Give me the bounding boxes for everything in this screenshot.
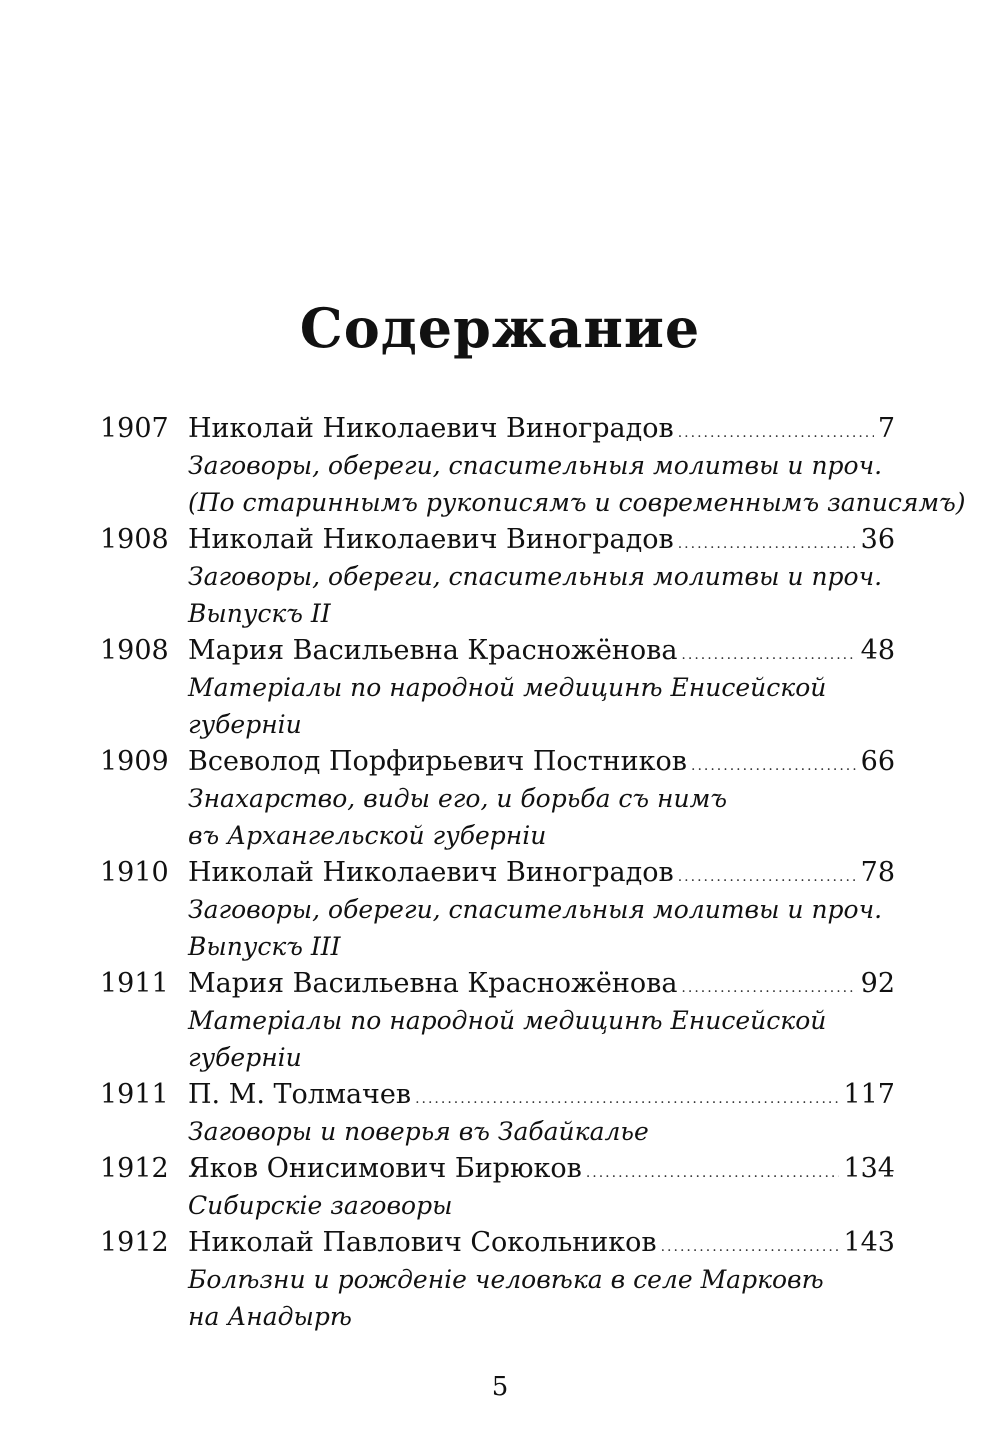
- toc-year: 1907: [100, 413, 169, 444]
- toc-page-number: 134: [843, 1153, 895, 1184]
- page-number: 5: [491, 1372, 509, 1402]
- toc-work-title: Матеріалы по народной медицинѣ Енисейской: [188, 1006, 827, 1035]
- table-of-contents: [100, 410, 966, 1335]
- dot-leader: [586, 1155, 840, 1192]
- toc-entry: [100, 965, 895, 1076]
- toc-entry: [100, 521, 895, 632]
- toc-page-number: 117: [843, 1079, 895, 1110]
- toc-author: Николай Николаевич Виноградов: [188, 524, 674, 555]
- toc-entry: [100, 1224, 895, 1335]
- toc-page-number: 7: [877, 413, 895, 444]
- toc-year: 1912: [100, 1153, 169, 1184]
- toc-author: Николай Николаевич Виноградов: [188, 413, 674, 444]
- toc-page-number: 66: [860, 746, 895, 777]
- toc-year: 1912: [100, 1227, 169, 1258]
- toc-page-number: 36: [860, 524, 895, 555]
- toc-work-title: на Анадырѣ: [188, 1302, 352, 1331]
- toc-year: 1911: [100, 968, 169, 999]
- toc-author: Яков Онисимович Бирюков: [188, 1153, 582, 1184]
- toc-work-title: Выпускъ III: [188, 932, 341, 961]
- toc-author: Всеволод Порфирьевич Постников: [188, 746, 687, 777]
- page-title: Содержание: [299, 296, 701, 360]
- toc-entry: [100, 743, 895, 854]
- toc-year: 1910: [100, 857, 169, 888]
- toc-work-title: Заговоры и поверья въ Забайкалье: [188, 1117, 649, 1146]
- toc-work-title: Заговоры, обереги, спасительныя молитвы и проч.: [188, 895, 883, 924]
- toc-author: Мария Васильевна Красножёнова: [188, 635, 678, 666]
- toc-page-number: 48: [860, 635, 895, 666]
- toc-author: Николай Николаевич Виноградов: [188, 857, 674, 888]
- toc-author: П. М. Толмачев: [188, 1079, 412, 1110]
- toc-work-title: губерніи: [188, 710, 302, 739]
- toc-page-number: 143: [843, 1227, 895, 1258]
- toc-year: 1908: [100, 635, 169, 666]
- toc-year: 1911: [100, 1079, 169, 1110]
- toc-work-title: губерніи: [188, 1043, 302, 1072]
- toc-entry: [100, 1076, 895, 1150]
- toc-entry: [100, 1150, 895, 1224]
- toc-page-number: 78: [860, 857, 895, 888]
- toc-entry: [100, 632, 895, 743]
- toc-work-title: Сибирскіе заговоры: [188, 1191, 453, 1220]
- toc-year: 1908: [100, 524, 169, 555]
- toc-work-title: Выпускъ II: [188, 599, 331, 628]
- toc-work-title: Знахарство, виды его, и борьба съ нимъ: [188, 784, 727, 813]
- toc-author: Николай Павлович Сокольников: [188, 1227, 657, 1258]
- toc-page-number: 92: [860, 968, 895, 999]
- toc-author: Мария Васильевна Красножёнова: [188, 968, 678, 999]
- toc-work-title: въ Архангельской губерніи: [188, 821, 547, 850]
- toc-entry: [100, 410, 966, 521]
- toc-entry: [100, 854, 895, 965]
- toc-work-title: (По стариннымъ рукописямъ и современнымъ записямъ): [188, 488, 966, 517]
- toc-work-title: Болѣзни и рожденіе человѣка в селе Марковѣ: [188, 1265, 824, 1294]
- toc-work-title: Заговоры, обереги, спасительныя молитвы и проч.: [188, 562, 883, 591]
- toc-work-title: Заговоры, обереги, спасительныя молитвы и проч.: [188, 451, 883, 480]
- toc-work-title: Матеріалы по народной медицинѣ Енисейской: [188, 673, 827, 702]
- toc-year: 1909: [100, 746, 169, 777]
